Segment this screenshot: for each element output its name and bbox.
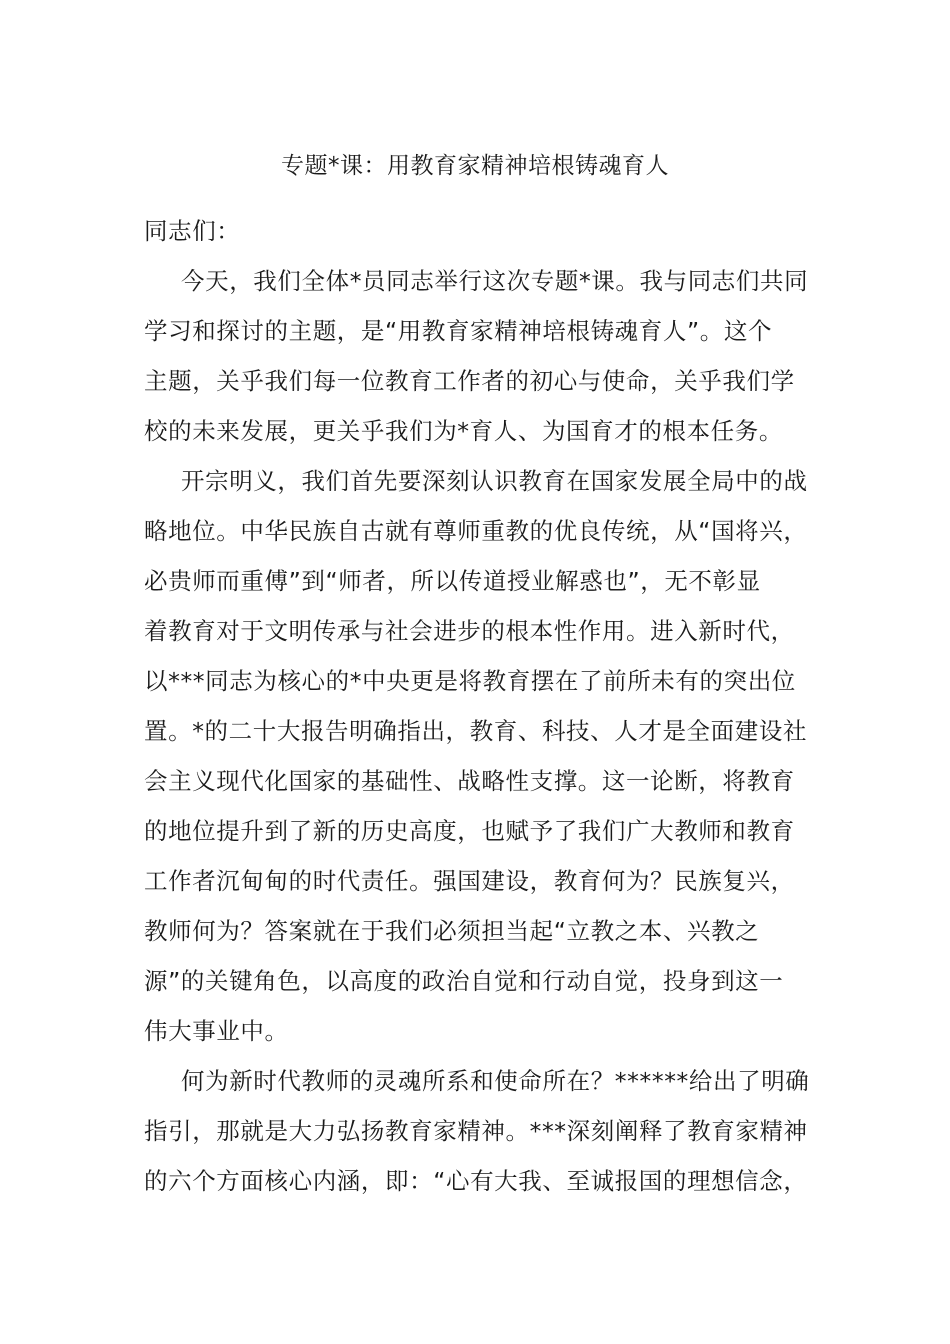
text-line: 教师何为？答案就在于我们必须担当起“立教之本、兴教之 [144,917,760,945]
text-line: 工作者沉甸甸的时代责任。强国建设，教育何为？民族复兴， [144,867,795,895]
text-line: 主题，关乎我们每一位教育工作者的初心与使命，关乎我们学 [144,367,795,395]
document-body [144,206,810,1206]
text-line: 着教育对于文明传承与社会进步的根本性作用。进入新时代， [144,617,795,645]
text-line: 何为新时代教师的灵魂所系和使命所在？******给出了明确 [181,1067,810,1095]
text-line: 学习和探讨的主题，是“用教育家精神培根铸魂育人”。这个 [144,317,773,345]
salutation-line: 同志们： [144,217,241,245]
text-line: 伟大事业中。 [144,1017,289,1045]
text-line: 校的未来发展，更关乎我们为*育人、为国育才的根本任务。 [144,417,783,445]
text-line: 的六个方面核心内涵，即：“心有大我、至诚报国的理想信念， [144,1167,808,1195]
text-line: 略地位。中华民族自古就有尊师重教的优良传统，从“国将兴， [144,517,808,545]
text-line: 以***同志为核心的*中央更是将教育摆在了前所未有的突出位 [144,667,796,695]
text-line: 今天，我们全体*员同志举行这次专题*课。我与同志们共同 [181,267,809,295]
text-line: 指引，那就是大力弘扬教育家精神。***深刻阐释了教育家精神 [144,1117,808,1145]
text-line: 会主义现代化国家的基础性、战略性支撑。这一论断，将教育 [144,767,795,795]
text-line: 置。*的二十大报告明确指出，教育、科技、人才是全面建设社 [144,717,808,745]
text-line: 源”的关键角色，以高度的政治自觉和行动自觉，投身到这一 [144,967,784,995]
text-line: 的地位提升到了新的历史高度，也赋予了我们广大教师和教育 [144,817,795,845]
text-line: 必贵师而重傅”到“师者，所以传道授业解惑也”，无不彰显 [144,567,761,595]
document-title: 专题*课：用教育家精神培根铸魂育人 [281,153,669,179]
text-line: 开宗明义，我们首先要深刻认识教育在国家发展全局中的战 [181,467,808,495]
